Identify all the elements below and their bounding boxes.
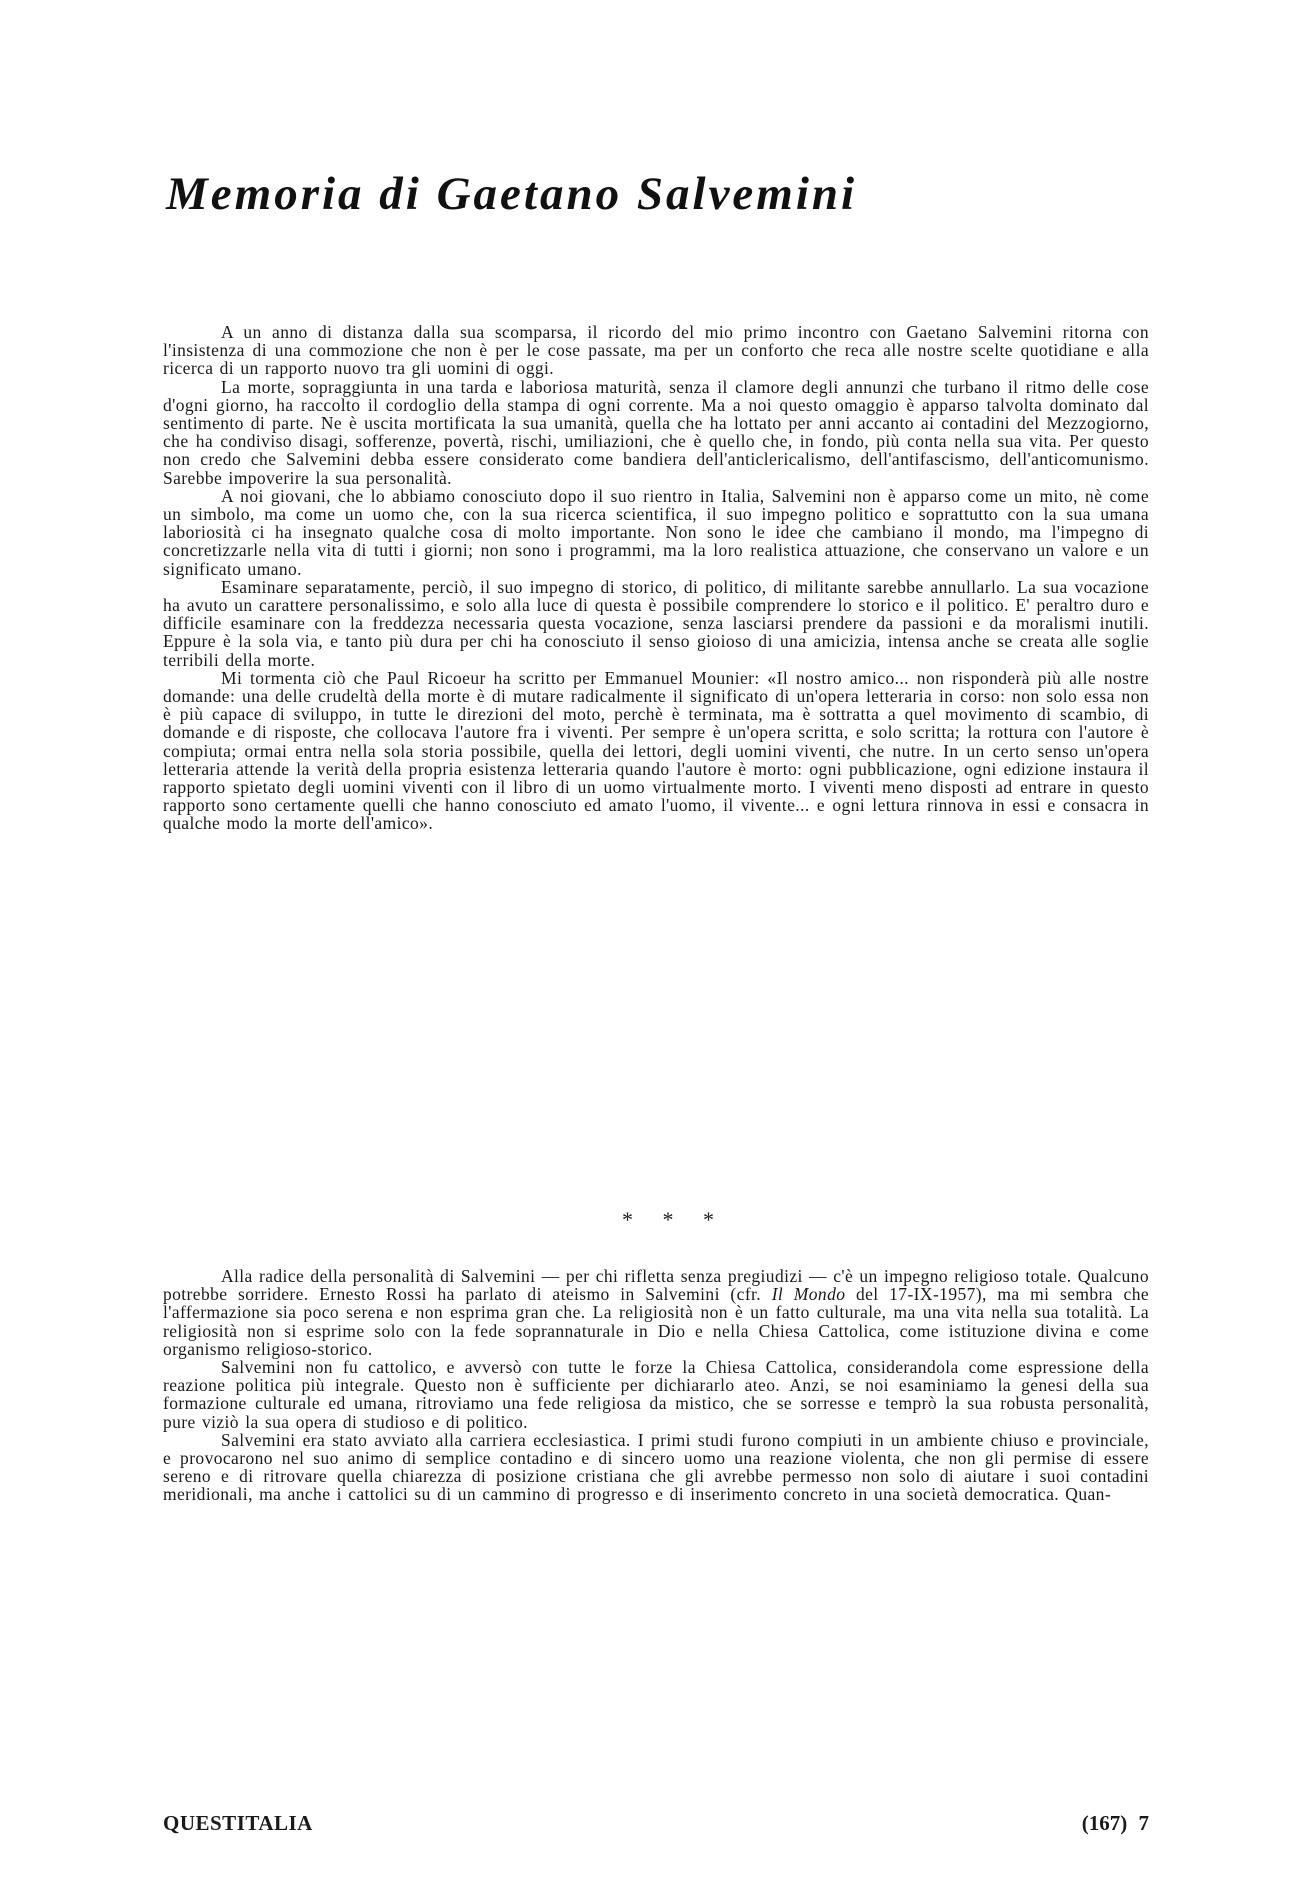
periodical-title: Il Mondo (771, 1284, 846, 1305)
article-title: Memoria di Gaetano Salvemini (166, 168, 858, 220)
paragraph-6 (163, 1267, 1149, 1358)
paragraph-2: La morte, sopraggiunta in una tarda e laboriosa maturità, senza il clamore degli annunzi che turbano il ritmo delle cose d'ogni giorno, ha raccolto il cordoglio della stampa di ogni corrente. Ma a noi questo omaggio è apparso talvolta dominato dal sentimento di parte. Ne è uscita mortificata la sua umanità, quella che ha lottato per anni accanto ai contadini del Mezzogiorno, che ha condiviso disagi, sofferenze, povertà, rischi, umiliazioni, che è quello che, in fondo, più conta nella sua vita. Per questo non credo che Salvemini debba essere considerato come bandiera dell'anticlericalismo, dell'antifascismo, dell'anticomunismo. Sarebbe impoverire la sua personalità. (163, 376, 1149, 488)
paragraph-6-text-a: Alla radice della personalità di Salvemini — per chi rifletta senza pregiudizi — c'è un impegno religioso totale. Qualcuno potrebbe sorridere. Ernesto Rossi ha parlato di ateismo in Salvemini (cfr. (163, 1266, 1149, 1305)
section-separator: * * * (622, 1207, 726, 1232)
paragraph-5: Mi tormenta ciò che Paul Ricoeur ha scritto per Emmanuel Mounier: «Il nostro amico... non risponderà più alle nostre domande: una delle crudeltà della morte è di mutare radicalmente il significato di un'opera letteraria in corso: non solo essa non è più capace di sviluppo, in tutte le direzioni del moto, perchè è terminata, ma è sottratta a quel movimento di scambio, di domande e di risposte, che collocava l'autore fra i viventi. Per sempre è un'opera scritta, e solo scritta; la rottura con l'autore è compiuta; ormai entra nella sola storia possibile, quella dei lettori, degli uomini viventi, che nutre. In un certo senso un'opera letteraria attende la verità della propria esistenza letteraria quando l'autore è morto: ogni pubblicazione, ogni edizione instaura il rapporto spietato degli uomini viventi con il libro di un uomo virtualmente morto. I viventi meno disposti ad entrare in questo rapporto sono certamente quelli che hanno conosciuto ed amato l'uomo, il vivente... e ogni lettura rinnova in essi e consacra in qualche modo la morte dell'amico». (163, 667, 1149, 834)
paragraph-4: Esaminare separatamente, perciò, il suo impegno di storico, di politico, di militante sarebbe annullarlo. La sua vocazione ha avuto un carattere personalissimo, e solo alla luce di questa è possibile comprendere lo storico e il politico. E' peraltro duro e difficile esaminare con la freddezza necessaria questa vocazione, senza lasciarsi prendere da passioni e da moralismi inutili. Eppure è la sola via, e tanto più dura per chi ha conosciuto il senso gioioso di una amicizia, intensa anche se creata alle soglie terribili della morte. (163, 576, 1149, 670)
page-number: (167) 7 (1081, 1811, 1149, 1835)
paragraph-3: A noi giovani, che lo abbiamo conosciuto dopo il suo rientro in Italia, Salvemini non è apparso come un mito, nè come un simbolo, ma come un uomo che, con la sua ricerca scientifica, il suo impegno politico e soprattutto con la sua umana laboriosità ci ha insegnato qualche cosa di molto importante. Non sono le idee che cambiano il mondo, ma l'impegno di concretizzarle nella vita di tutti i giorni; non sono i programmi, ma la loro realistica attuazione, che conservano un valore e un significato umano. (163, 485, 1149, 579)
journal-name: QUESTITALIA (163, 1811, 313, 1835)
paragraph-1: A un anno di distanza dalla sua scomparsa, il ricordo del mio primo incontro con Gaetano Salvemini ritorna con l'insistenza di una commozione che non è per le cose passate, ma per un conforto che reca alle nostre scelte quotidiane e alla ricerca di un rapporto nuovo tra gli uomini di oggi. (163, 322, 1149, 379)
paragraph-8: Salvemini era stato avviato alla carriera ecclesiastica. I primi studi furono compiuti in un ambiente chiuso e provinciale, e provocarono nel suo animo di semplice contadino e di sincero uomo una reazione violenta, che non gli permise di essere sereno e di ritrovare quella chiarezza di posizione cristiana che gli avrebbe permesso non solo di aiutare i suoi contadini meridionali, ma anche i cattolici su di un cammino di progresso e di inserimento concreto in una società democratica. Quan- (163, 1429, 1149, 1505)
paragraph-6-text-b: del 17-IX-1957), ma mi sembra che l'affermazione sia poco serena e non esprima gran che. La religiosità non è un fatto culturale, ma una vita nella sua totalità. La religiosità non si esprime solo con la fede soprannaturale in Dio e nella Chiesa Cattolica, come istituzione divina e come organismo religioso-storico. (163, 1284, 1150, 1359)
article-body-part1 (163, 323, 1149, 833)
page-footer (163, 1810, 1149, 1836)
article-body-part2 (163, 1267, 1149, 1504)
paragraph-7: Salvemini non fu cattolico, e avversò con tutte le forze la Chiesa Cattolica, considerandola come espressione della reazione politica più integrale. Questo non è sufficiente per dichiararlo ateo. Anzi, se noi esaminiamo la genesi della sua formazione culturale ed umana, ritroviamo una fede religiosa da mistico, che se sorresse e temprò la sua robusta personalità, pure viziò la sua opera di studioso e di politico. (163, 1357, 1149, 1432)
